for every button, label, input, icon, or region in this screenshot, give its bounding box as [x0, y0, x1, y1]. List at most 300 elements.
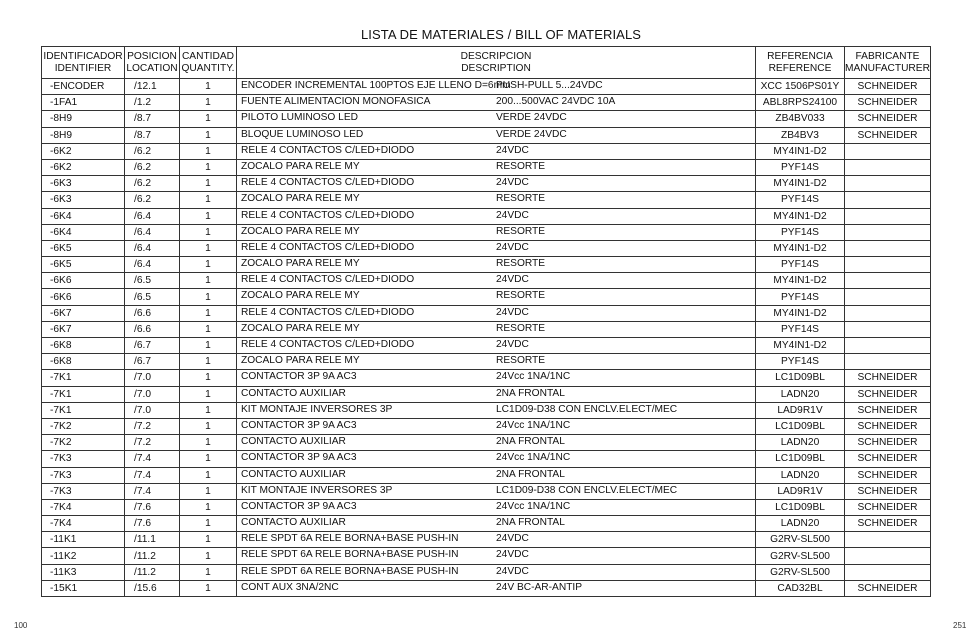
description-main: CONTACTO AUXILIAR	[241, 436, 346, 448]
cell-quantity: 1	[180, 532, 237, 548]
cell-identifier: -15K1	[42, 580, 125, 596]
cell-quantity: 1	[180, 257, 237, 273]
cell-manufacturer: SCHNEIDER	[845, 499, 931, 515]
cell-manufacturer	[845, 305, 931, 321]
cell-description	[237, 402, 756, 418]
table-row	[42, 516, 931, 532]
cell-reference: LADN20	[756, 386, 845, 402]
cell-description	[237, 435, 756, 451]
cell-description	[237, 321, 756, 337]
cell-manufacturer: SCHNEIDER	[845, 580, 931, 596]
cell-manufacturer	[845, 257, 931, 273]
table-row	[42, 224, 931, 240]
footer-left-number: 100	[14, 621, 28, 630]
cell-reference: LAD9R1V	[756, 402, 845, 418]
cell-identifier: -7K1	[42, 370, 125, 386]
description-detail: 24VDC	[496, 241, 529, 253]
table-row	[42, 418, 931, 434]
cell-location: /12.1	[125, 79, 180, 95]
description-detail: RESORTE	[496, 225, 546, 237]
cell-manufacturer	[845, 159, 931, 175]
cell-description	[237, 257, 756, 273]
description-detail: 2NA FRONTAL	[496, 436, 565, 448]
description-detail: 2NA FRONTAL	[496, 468, 565, 480]
cell-identifier: -6K5	[42, 240, 125, 256]
cell-manufacturer	[845, 289, 931, 305]
cell-identifier: -7K2	[42, 435, 125, 451]
cell-description	[237, 532, 756, 548]
cell-quantity: 1	[180, 273, 237, 289]
cell-location: /1.2	[125, 95, 180, 111]
description-main: CONTACTOR 3P 9A AC3	[241, 371, 357, 383]
cell-manufacturer: SCHNEIDER	[845, 483, 931, 499]
table-row	[42, 289, 931, 305]
cell-description	[237, 580, 756, 596]
cell-description	[237, 370, 756, 386]
cell-reference: MY4IN1-D2	[756, 338, 845, 354]
cell-identifier: -11K1	[42, 532, 125, 548]
cell-location: /6.6	[125, 321, 180, 337]
table-row	[42, 143, 931, 159]
cell-quantity: 1	[180, 354, 237, 370]
cell-identifier: -6K5	[42, 257, 125, 273]
cell-manufacturer: SCHNEIDER	[845, 111, 931, 127]
page-title: LISTA DE MATERIALES / BILL OF MATERIALS	[360, 27, 642, 42]
cell-manufacturer: SCHNEIDER	[845, 127, 931, 143]
cell-description	[237, 240, 756, 256]
cell-quantity: 1	[180, 435, 237, 451]
table-row	[42, 159, 931, 175]
cell-identifier: -6K8	[42, 338, 125, 354]
cell-location: /6.7	[125, 354, 180, 370]
description-detail: RESORTE	[496, 290, 546, 302]
description-detail: RESORTE	[496, 160, 546, 172]
cell-identifier: -ENCODER	[42, 79, 125, 95]
table-row	[42, 95, 931, 111]
cell-identifier: -7K4	[42, 499, 125, 515]
description-main: RELE SPDT 6A RELE BORNA+BASE PUSH-IN	[241, 533, 459, 545]
cell-identifier: -6K4	[42, 208, 125, 224]
table-row	[42, 402, 931, 418]
cell-location: /11.2	[125, 548, 180, 564]
cell-quantity: 1	[180, 418, 237, 434]
cell-location: /6.5	[125, 289, 180, 305]
cell-identifier: -8H9	[42, 127, 125, 143]
cell-quantity: 1	[180, 176, 237, 192]
cell-description	[237, 386, 756, 402]
table-row	[42, 273, 931, 289]
cell-quantity: 1	[180, 483, 237, 499]
cell-description	[237, 95, 756, 111]
description-detail: 24VDC	[496, 549, 529, 561]
table-body	[42, 79, 931, 597]
cell-location: /7.0	[125, 402, 180, 418]
table-row	[42, 257, 931, 273]
table-row	[42, 192, 931, 208]
description-main: ZOCALO PARA RELE MY	[241, 290, 360, 302]
cell-reference: PYF14S	[756, 354, 845, 370]
cell-quantity: 1	[180, 564, 237, 580]
cell-manufacturer: SCHNEIDER	[845, 79, 931, 95]
description-detail: 24Vcc 1NA/1NC	[496, 500, 571, 512]
cell-identifier: -11K3	[42, 564, 125, 580]
cell-reference: MY4IN1-D2	[756, 240, 845, 256]
cell-description	[237, 418, 756, 434]
description-main: FUENTE ALIMENTACION MONOFASICA	[241, 96, 431, 108]
description-main: KIT MONTAJE INVERSORES 3P	[241, 484, 393, 496]
cell-identifier: -6K2	[42, 143, 125, 159]
cell-location: /8.7	[125, 127, 180, 143]
cell-identifier: -7K3	[42, 483, 125, 499]
description-detail: 2NA FRONTAL	[496, 387, 565, 399]
cell-quantity: 1	[180, 208, 237, 224]
cell-manufacturer	[845, 224, 931, 240]
cell-reference: PYF14S	[756, 192, 845, 208]
description-detail: 24V BC-AR-ANTIP	[496, 581, 583, 593]
cell-reference: MY4IN1-D2	[756, 273, 845, 289]
description-detail: 24VDC	[496, 306, 529, 318]
cell-quantity: 1	[180, 370, 237, 386]
cell-quantity: 1	[180, 143, 237, 159]
cell-location: /6.7	[125, 338, 180, 354]
cell-manufacturer	[845, 208, 931, 224]
cell-description	[237, 273, 756, 289]
cell-description	[237, 79, 756, 95]
description-detail: LC1D09-D38 CON ENCLV.ELECT/MEC	[496, 484, 678, 496]
table-row	[42, 564, 931, 580]
cell-manufacturer	[845, 321, 931, 337]
description-detail: LC1D09-D38 CON ENCLV.ELECT/MEC	[496, 403, 678, 415]
cell-identifier: -7K2	[42, 418, 125, 434]
cell-description	[237, 305, 756, 321]
cell-manufacturer	[845, 564, 931, 580]
cell-quantity: 1	[180, 451, 237, 467]
cell-quantity: 1	[180, 289, 237, 305]
cell-location: /6.4	[125, 257, 180, 273]
description-main: RELE 4 CONTACTOS C/LED+DIODO	[241, 339, 415, 350]
cell-quantity: 1	[180, 386, 237, 402]
table-row	[42, 370, 931, 386]
cell-location: /7.4	[125, 467, 180, 483]
cell-quantity: 1	[180, 159, 237, 175]
cell-reference: LAD9R1V	[756, 483, 845, 499]
header-quantity: CANTIDAD QUANTITY.	[180, 47, 237, 79]
table-row	[42, 321, 931, 337]
description-detail: 24Vcc 1NA/1NC	[496, 371, 571, 383]
cell-location: /6.2	[125, 192, 180, 208]
cell-manufacturer	[845, 273, 931, 289]
description-detail: 24VDC	[496, 565, 529, 577]
cell-reference: XCC 1506PS01Y	[756, 79, 845, 95]
table-row	[42, 240, 931, 256]
header-description: DESCRIPCION DESCRIPTION	[237, 47, 756, 79]
table-row	[42, 208, 931, 224]
cell-manufacturer	[845, 176, 931, 192]
description-main: CONTACTOR 3P 9A AC3	[241, 500, 357, 512]
cell-identifier: -6K6	[42, 273, 125, 289]
cell-description	[237, 176, 756, 192]
cell-quantity: 1	[180, 192, 237, 208]
cell-manufacturer: SCHNEIDER	[845, 516, 931, 532]
description-main: ZOCALO PARA RELE MY	[241, 355, 360, 367]
cell-location: /8.7	[125, 111, 180, 127]
description-main: ZOCALO PARA RELE MY	[241, 322, 360, 334]
description-detail: RESORTE	[496, 258, 546, 270]
table-row	[42, 79, 931, 95]
cell-description	[237, 159, 756, 175]
description-detail: RESORTE	[496, 355, 546, 367]
description-main: ZOCALO PARA RELE MY	[241, 258, 360, 270]
cell-identifier: -1FA1	[42, 95, 125, 111]
description-main: RELE 4 CONTACTOS C/LED+DIODO	[241, 177, 415, 189]
cell-identifier: -6K3	[42, 176, 125, 192]
cell-description	[237, 208, 756, 224]
cell-reference: LC1D09BL	[756, 370, 845, 386]
cell-location: /7.6	[125, 516, 180, 532]
description-detail: 24VDC	[496, 533, 529, 545]
cell-quantity: 1	[180, 467, 237, 483]
cell-reference: PYF14S	[756, 321, 845, 337]
cell-manufacturer	[845, 354, 931, 370]
description-detail: 24Vcc 1NA/1NC	[496, 419, 571, 431]
cell-quantity: 1	[180, 321, 237, 337]
description-detail: 24VDC	[496, 144, 529, 156]
cell-reference: PYF14S	[756, 289, 845, 305]
cell-location: /6.2	[125, 159, 180, 175]
cell-manufacturer	[845, 532, 931, 548]
cell-manufacturer: SCHNEIDER	[845, 467, 931, 483]
cell-description	[237, 192, 756, 208]
cell-description	[237, 564, 756, 580]
cell-location: /7.4	[125, 483, 180, 499]
description-main: CONTACTOR 3P 9A AC3	[241, 419, 357, 431]
cell-manufacturer	[845, 338, 931, 354]
description-detail: 2NA FRONTAL	[496, 517, 565, 529]
description-main: CONTACTO AUXILIAR	[241, 468, 346, 480]
cell-reference: MY4IN1-D2	[756, 305, 845, 321]
description-main: RELE 4 CONTACTOS C/LED+DIODO	[241, 241, 415, 253]
description-detail: PUSH-PULL 5...24VDC	[496, 80, 603, 91]
cell-description	[237, 127, 756, 143]
cell-manufacturer: SCHNEIDER	[845, 386, 931, 402]
description-main: KIT MONTAJE INVERSORES 3P	[241, 403, 393, 415]
description-main: RELE 4 CONTACTOS C/LED+DIODO	[241, 209, 415, 221]
description-detail: VERDE 24VDC	[496, 112, 567, 124]
cell-quantity: 1	[180, 240, 237, 256]
description-main: ZOCALO PARA RELE MY	[241, 225, 360, 237]
header-manufacturer: FABRICANTE MANUFACTURER	[845, 47, 931, 79]
description-detail: 24Vcc 1NA/1NC	[496, 452, 571, 464]
description-detail: RESORTE	[496, 193, 546, 205]
bill-of-materials-table	[41, 46, 931, 597]
cell-location: /7.4	[125, 451, 180, 467]
description-main: PILOTO LUMINOSO LED	[241, 112, 358, 124]
description-main: BLOQUE LUMINOSO LED	[241, 128, 364, 140]
cell-reference: PYF14S	[756, 257, 845, 273]
cell-manufacturer: SCHNEIDER	[845, 435, 931, 451]
description-main: RELE 4 CONTACTOS C/LED+DIODO	[241, 306, 415, 318]
cell-description	[237, 111, 756, 127]
table-row	[42, 499, 931, 515]
cell-identifier: -6K6	[42, 289, 125, 305]
cell-quantity: 1	[180, 79, 237, 95]
cell-reference: ZB4BV033	[756, 111, 845, 127]
cell-reference: MY4IN1-D2	[756, 208, 845, 224]
cell-reference: LC1D09BL	[756, 418, 845, 434]
cell-reference: MY4IN1-D2	[756, 143, 845, 159]
cell-description	[237, 548, 756, 564]
table-row	[42, 386, 931, 402]
cell-reference: LADN20	[756, 435, 845, 451]
table-row	[42, 176, 931, 192]
cell-quantity: 1	[180, 305, 237, 321]
cell-description	[237, 516, 756, 532]
table-row	[42, 467, 931, 483]
header-location: POSICION LOCATION	[125, 47, 180, 79]
description-main: CONT AUX 3NA/2NC	[241, 581, 339, 593]
cell-reference: ABL8RPS24100	[756, 95, 845, 111]
cell-location: /7.2	[125, 418, 180, 434]
table-row	[42, 483, 931, 499]
cell-manufacturer: SCHNEIDER	[845, 95, 931, 111]
cell-location: /6.4	[125, 224, 180, 240]
cell-reference: G2RV-SL500	[756, 548, 845, 564]
cell-description	[237, 289, 756, 305]
cell-location: /6.6	[125, 305, 180, 321]
table-row	[42, 548, 931, 564]
cell-quantity: 1	[180, 338, 237, 354]
cell-identifier: -6K8	[42, 354, 125, 370]
cell-location: /6.2	[125, 143, 180, 159]
description-main: ZOCALO PARA RELE MY	[241, 160, 360, 172]
cell-description	[237, 354, 756, 370]
cell-description	[237, 338, 756, 354]
cell-location: /7.0	[125, 386, 180, 402]
cell-reference: CAD32BL	[756, 580, 845, 596]
description-main: ZOCALO PARA RELE MY	[241, 193, 360, 205]
cell-identifier: -7K1	[42, 386, 125, 402]
cell-identifier: -7K4	[42, 516, 125, 532]
cell-description	[237, 499, 756, 515]
cell-description	[237, 143, 756, 159]
header-reference: REFERENCIA REFERENCE	[756, 47, 845, 79]
description-detail: 24VDC	[496, 177, 529, 189]
cell-manufacturer	[845, 143, 931, 159]
cell-reference: LC1D09BL	[756, 451, 845, 467]
cell-location: /6.5	[125, 273, 180, 289]
cell-quantity: 1	[180, 499, 237, 515]
table-row	[42, 580, 931, 596]
cell-identifier: -6K4	[42, 224, 125, 240]
cell-quantity: 1	[180, 548, 237, 564]
cell-location: /11.1	[125, 532, 180, 548]
cell-location: /6.4	[125, 240, 180, 256]
table-row	[42, 305, 931, 321]
table-row	[42, 338, 931, 354]
cell-reference: G2RV-SL500	[756, 532, 845, 548]
cell-reference: LADN20	[756, 516, 845, 532]
description-main: CONTACTO AUXILIAR	[241, 387, 346, 399]
cell-location: /11.2	[125, 564, 180, 580]
cell-quantity: 1	[180, 402, 237, 418]
description-main: RELE SPDT 6A RELE BORNA+BASE PUSH-IN	[241, 549, 459, 561]
cell-identifier: -7K1	[42, 402, 125, 418]
cell-identifier: -6K2	[42, 159, 125, 175]
cell-reference: ZB4BV3	[756, 127, 845, 143]
cell-identifier: -11K2	[42, 548, 125, 564]
description-main: RELE 4 CONTACTOS C/LED+DIODO	[241, 274, 415, 286]
description-detail: VERDE 24VDC	[496, 128, 567, 140]
description-main: RELE 4 CONTACTOS C/LED+DIODO	[241, 144, 415, 156]
cell-location: /6.2	[125, 176, 180, 192]
footer-right-number: 251	[953, 621, 966, 630]
description-detail: RESORTE	[496, 322, 546, 334]
cell-description	[237, 467, 756, 483]
cell-quantity: 1	[180, 516, 237, 532]
cell-location: /15.6	[125, 580, 180, 596]
cell-reference: PYF14S	[756, 159, 845, 175]
table-row	[42, 451, 931, 467]
cell-reference: G2RV-SL500	[756, 564, 845, 580]
cell-identifier: -6K3	[42, 192, 125, 208]
cell-reference: LC1D09BL	[756, 499, 845, 515]
description-main: RELE SPDT 6A RELE BORNA+BASE PUSH-IN	[241, 565, 459, 577]
table-row	[42, 532, 931, 548]
description-detail: 24VDC	[496, 339, 529, 350]
cell-location: /7.0	[125, 370, 180, 386]
description-detail: 24VDC	[496, 274, 529, 286]
table-row	[42, 354, 931, 370]
description-detail: 200...500VAC 24VDC 10A	[496, 96, 616, 108]
cell-quantity: 1	[180, 224, 237, 240]
description-detail: 24VDC	[496, 209, 529, 221]
description-main: CONTACTO AUXILIAR	[241, 517, 346, 529]
cell-manufacturer	[845, 240, 931, 256]
cell-identifier: -7K3	[42, 451, 125, 467]
description-main: ENCODER INCREMENTAL 100PTOS EJE LLENO D=6mm	[241, 80, 511, 91]
cell-identifier: -6K7	[42, 305, 125, 321]
cell-manufacturer	[845, 548, 931, 564]
cell-description	[237, 483, 756, 499]
cell-location: /7.6	[125, 499, 180, 515]
table-row	[42, 127, 931, 143]
cell-identifier: -7K3	[42, 467, 125, 483]
description-main: CONTACTOR 3P 9A AC3	[241, 452, 357, 464]
cell-reference: LADN20	[756, 467, 845, 483]
cell-location: /7.2	[125, 435, 180, 451]
cell-manufacturer: SCHNEIDER	[845, 402, 931, 418]
table-row	[42, 111, 931, 127]
cell-location: /6.4	[125, 208, 180, 224]
cell-identifier: -6K7	[42, 321, 125, 337]
header-identifier: IDENTIFICADOR IDENTIFIER	[42, 47, 125, 79]
cell-manufacturer	[845, 192, 931, 208]
cell-description	[237, 451, 756, 467]
table-row	[42, 435, 931, 451]
cell-quantity: 1	[180, 111, 237, 127]
cell-manufacturer: SCHNEIDER	[845, 370, 931, 386]
cell-manufacturer: SCHNEIDER	[845, 451, 931, 467]
cell-reference: MY4IN1-D2	[756, 176, 845, 192]
cell-description	[237, 224, 756, 240]
cell-quantity: 1	[180, 127, 237, 143]
cell-identifier: -8H9	[42, 111, 125, 127]
cell-quantity: 1	[180, 95, 237, 111]
cell-manufacturer: SCHNEIDER	[845, 418, 931, 434]
table-header-row	[42, 47, 931, 79]
cell-reference: PYF14S	[756, 224, 845, 240]
cell-quantity: 1	[180, 580, 237, 596]
